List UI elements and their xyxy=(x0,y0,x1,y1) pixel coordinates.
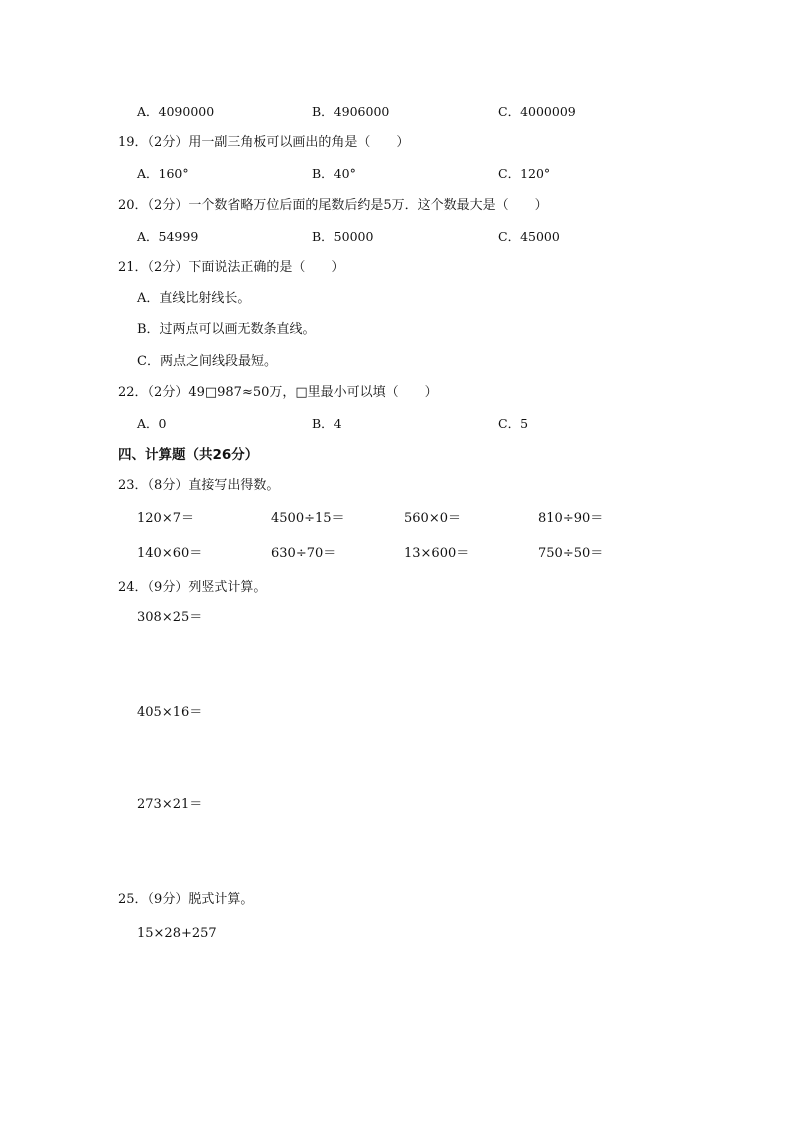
q20-option-b: B．50000 xyxy=(312,229,374,244)
q19-option-a: A．160° xyxy=(137,166,189,181)
q18-option-a: A．4090000 xyxy=(137,104,215,119)
q24-expr: 273×21＝ xyxy=(137,797,203,812)
q23-expr: 630÷70＝ xyxy=(271,546,337,561)
q24-expr: 405×16＝ xyxy=(137,705,203,720)
q21-option-c: C．两点之间线段最短。 xyxy=(137,354,277,369)
q22-option-a: A．0 xyxy=(137,416,167,431)
q22-option-c: C．5 xyxy=(498,416,529,431)
q21-option-a: A．直线比射线长。 xyxy=(137,291,251,306)
q25-expr: 15×28+257 xyxy=(137,926,217,941)
q23-expr: 140×60＝ xyxy=(137,546,203,561)
q19-stem: 19．（2分）用一副三角板可以画出的角是（ ） xyxy=(118,135,410,150)
q19-option-c: C．120° xyxy=(498,166,551,181)
q23-expr: 4500÷15＝ xyxy=(271,511,345,526)
q23-expr: 120×7＝ xyxy=(137,511,194,526)
q20-option-c: C．45000 xyxy=(498,229,560,244)
q23-expr: 810÷90＝ xyxy=(538,511,604,526)
q18-option-b: B．4906000 xyxy=(312,104,390,119)
q21-option-b: B．过两点可以画无数条直线。 xyxy=(137,322,316,337)
q24-stem: 24．（9分）列竖式计算。 xyxy=(118,580,267,595)
q23-stem: 23．（8分）直接写出得数。 xyxy=(118,478,280,493)
q23-expr: 750÷50＝ xyxy=(538,546,604,561)
q23-expr: 560×0＝ xyxy=(404,511,461,526)
q25-stem: 25．（9分）脱式计算。 xyxy=(118,892,254,907)
q18-option-c: C．4000009 xyxy=(498,104,576,119)
q22-option-b: B．4 xyxy=(312,416,342,431)
q20-stem: 20．（2分）一个数省略万位后面的尾数后约是5万．这个数最大是（ ） xyxy=(118,198,548,213)
section-heading: 四、计算题（共26分） xyxy=(118,447,259,463)
q23-expr: 13×600＝ xyxy=(404,546,470,561)
q19-option-b: B．40° xyxy=(312,166,356,181)
q24-expr: 308×25＝ xyxy=(137,610,203,625)
q21-stem: 21．（2分）下面说法正确的是（ ） xyxy=(118,260,345,275)
q22-stem: 22．（2分）49□987≈50万，□里最小可以填（ ） xyxy=(118,385,438,400)
q20-option-a: A．54999 xyxy=(137,229,199,244)
